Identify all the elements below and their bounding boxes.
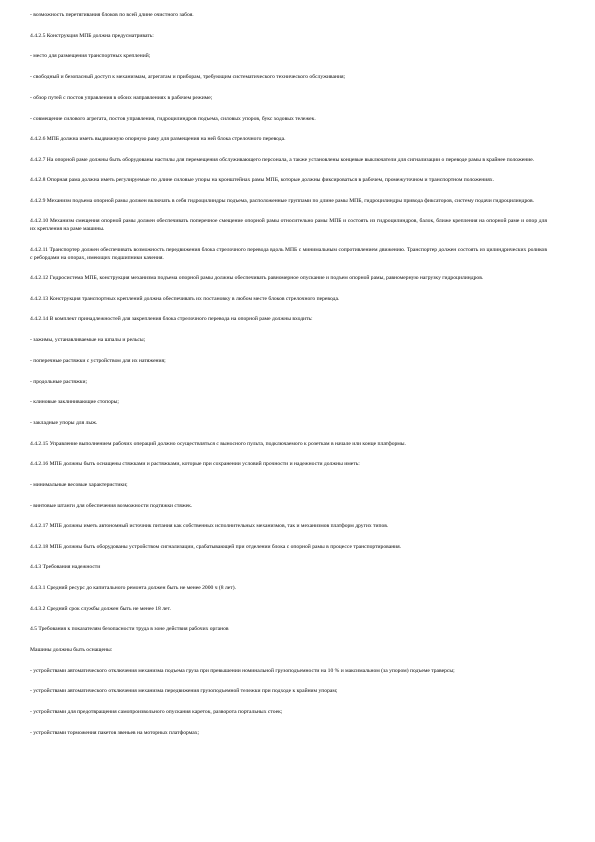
- list-item: - зажимы, устанавливаемые на шпалы и рельсы;: [30, 337, 146, 344]
- list-item: - устройствами автоматического отключения механизма передвижения грузоподъемной тележки при подходе к крайним упорам;: [30, 688, 338, 695]
- text-paragraph: 4.4.2.12 Гидросистема МПБ, конструкция механизма подъема опорной рамы должны обеспечивать равномерное опускание и подъем опорной рамы, равномерную нагрузку гидроцилиндров.: [30, 275, 484, 282]
- section-heading: 4.4.3 Требования надежности: [30, 564, 101, 571]
- list-item: - устройствами торможения пакетов звеньев на моторных платформах;: [30, 729, 200, 736]
- text-paragraph: 4.4.2.6 МПБ должна иметь выдвижную опорную раму для размещения на ней блока стрелочного перевода.: [30, 136, 286, 143]
- text-paragraph: 4.4.2.10 Механизм смещения опорной рамы должен обеспечивать поперечное смещение опорной рамы относительно рамы МПБ и состоять из гидроцилиндров, балок, ближе крепления на опорной раме и опор для их крепления на раме машины.: [30, 218, 547, 233]
- list-item: - обзор путей с постов управления в обоих направлениях в рабочем режиме;: [30, 94, 213, 101]
- text-paragraph: 4.4.2.16 МПБ должны быть оснащены стяжками и растяжками, которые при сохранении условий прочности и надежности должны иметь:: [30, 461, 360, 468]
- list-item: - совмещение силового агрегата, постов управления, гидроцилиндров подъема, силовых упоров, букс ходовых тележек.: [30, 115, 316, 122]
- text-paragraph: 4.4.2.15 Управление выполнением рабочих операций должно осуществляться с выносного пульта, подключаемого к розеткам в начале или конце платформы.: [30, 440, 406, 447]
- text-paragraph: 4.4.2.9 Механизм подъема опорной рамы должен включать в себя гидроцилиндры подъема, расположенные группами по длине рамы МПБ, гидроцилиндры привода фиксаторов, систему подачи гидроцилиндров.: [30, 197, 535, 204]
- section-heading: 4.5 Требования к показателям безопасности труда в зоне действия рабочих органов: [30, 626, 229, 633]
- list-item: - закладные упоры для лыж.: [30, 419, 98, 426]
- text-paragraph: 4.4.3.2 Средний срок службы должен быть не менее 18 лет.: [30, 605, 171, 612]
- list-item: - винтовые штанги для обеспечения возможности подтяжки стяжек.: [30, 502, 193, 509]
- section-heading: 4.4.2.5 Конструкция МПБ должна предусматривать:: [30, 32, 154, 39]
- list-item: - клиновые заклинивающие стопоры;: [30, 399, 119, 406]
- text-paragraph: 4.4.2.11 Транспортер должен обеспечивать возможность передвижения блока стрелочного перевода вдоль МПБ с минимальным сопротивлением движению. Транспортер должен состоять из цилиндрических роликов с ребордами на опорах, имеющих подшипники качения.: [30, 246, 547, 261]
- list-item: - устройствами автоматического отключения механизма подъема груза при превышении номинальной грузоподъемности на 10 % и максимальном (за упором) подъеме траверсы;: [30, 667, 455, 674]
- text-paragraph: Машины должны быть оснащены:: [30, 647, 113, 654]
- text-paragraph: 4.4.2.17 МПБ должны иметь автономный источник питания как собственных исполнительных механизмов, так и механизмов платформ других типов.: [30, 523, 389, 530]
- text-paragraph: 4.4.2.18 МПБ должны быть оборудованы устройством сигнализации, срабатывающей при отделении блока с опорной рамы в процессе транспортирования.: [30, 543, 402, 550]
- text-paragraph: - возможность перетягивания блоков по всей длине очистного забоя.: [30, 12, 194, 18]
- text-paragraph: 4.4.2.13 Конструкция транспортных креплений должна обеспечивать их постановку в любом месте блоков стрелочного перевода.: [30, 295, 340, 302]
- list-item: - продольные растяжки;: [30, 378, 88, 385]
- list-item: - место для размещения транспортных креплений;: [30, 53, 151, 60]
- list-item: - свободный и безопасный доступ к механизмам, агрегатам и приборам, требующим систематического технического обслуживания;: [30, 74, 346, 81]
- list-item: - устройствами для предотвращения самопроизвольного опускания кареток, разворота портальных стоек;: [30, 708, 283, 715]
- text-paragraph: 4.4.2.8 Опорная рама должна иметь регулируемые по длине силовые упоры на кронштейнах рамы МПБ, которые должны фиксироваться в рабочем, промежуточном и транспортном положениях.: [30, 177, 494, 184]
- text-paragraph: 4.4.2.7 На опорной раме должны быть оборудованы настилы для перемещения обслуживающего персонала, а также установлены концевые выключатели для сигнализации о переводе рамы в крайнее положение.: [30, 156, 535, 163]
- text-paragraph: 4.4.2.14 В комплект принадлежностей для закрепления блока стрелочного перевода на опорной раме должны входить:: [30, 316, 313, 323]
- text-paragraph: 4.4.3.1 Средний ресурс до капитального ремонта должен быть не менее 2000 ч (8 лет).: [30, 584, 236, 591]
- list-item: - поперечные растяжки с устройством для их натяжения;: [30, 357, 166, 364]
- list-item: - минимальные весовые характеристики;: [30, 481, 128, 488]
